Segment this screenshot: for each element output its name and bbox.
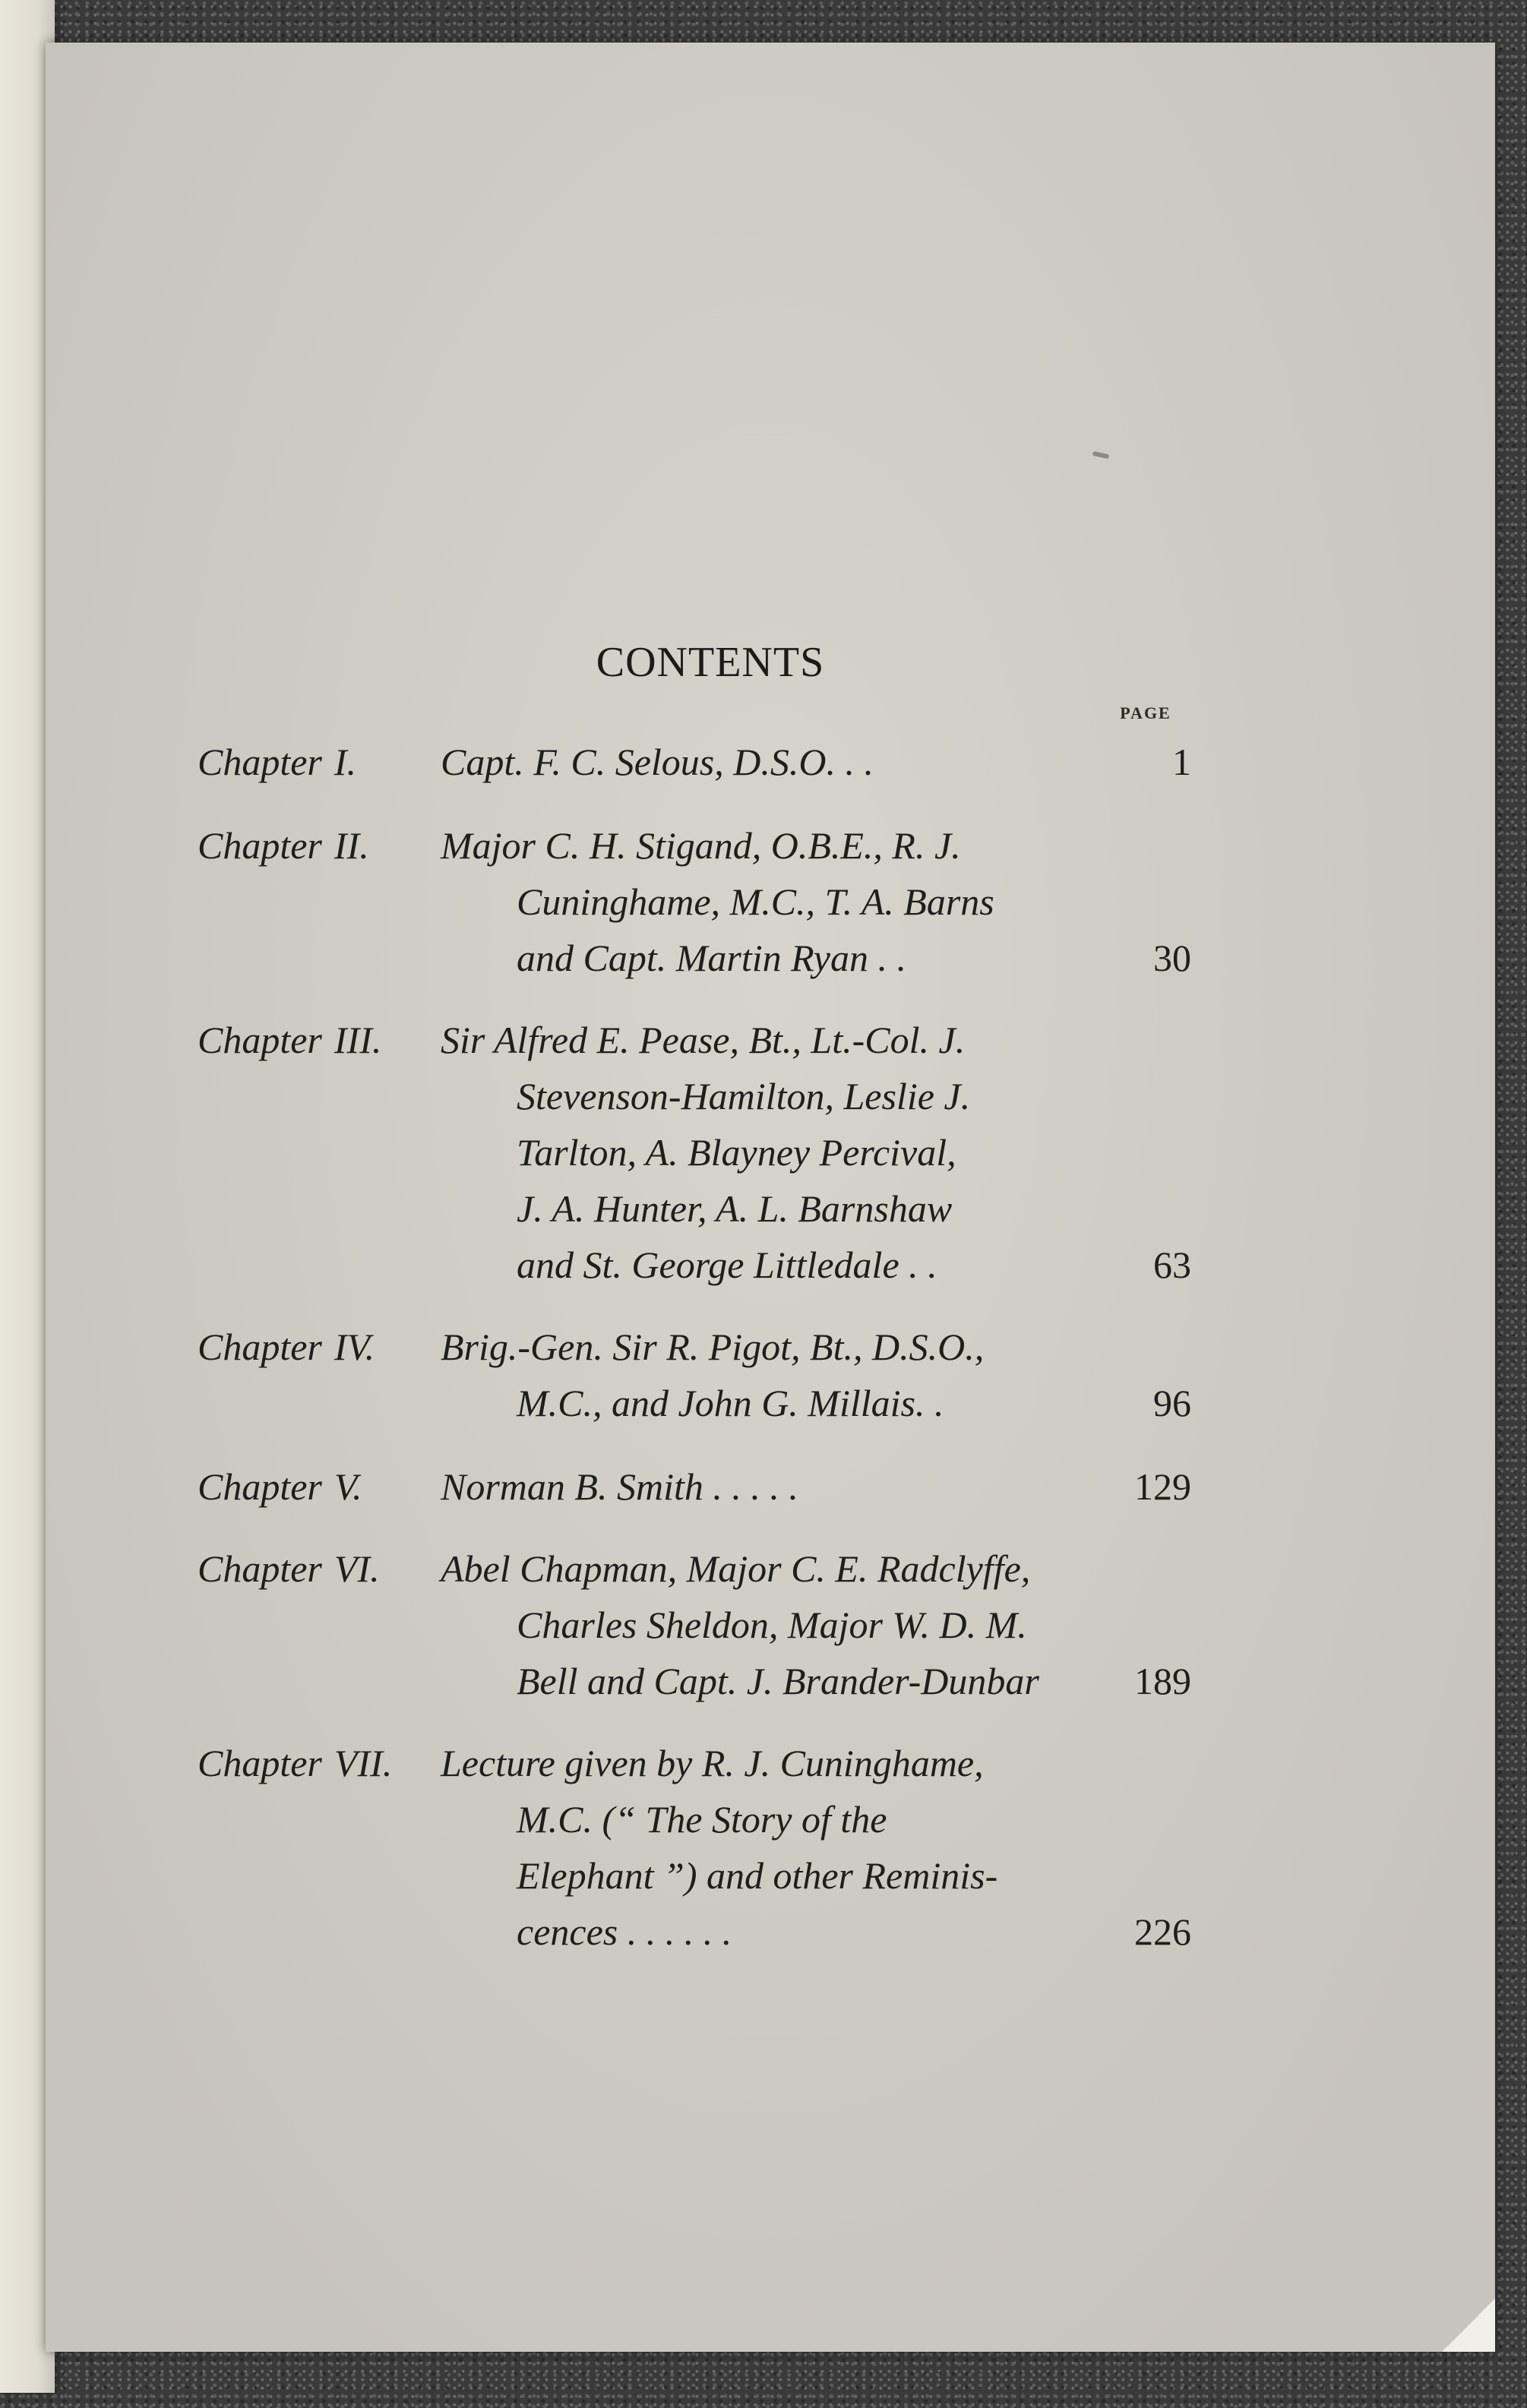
chapter-title: Lecture given by R. J. Cuninghame, M.C. (“ The Story of the Elephant ”) and other Reminis- cences . . . . . . [441, 1742, 998, 1953]
page-number: 226 [1134, 1910, 1191, 1953]
chapter-title: Sir Alfred E. Pease, Bt., Lt.-Col. J. Stevenson-Hamilton, Leslie J. Tarlton, A. Blayney Percival, J. A. Hunter, A. L. Barnshaw and St. George Littledale . . [441, 1019, 971, 1286]
chapter-title: Capt. F. C. Selous, D.S.O. . . [441, 741, 874, 783]
page-number: 1 [1172, 741, 1191, 783]
chapter-label: Chapter VI. [198, 1547, 380, 1590]
chapter-label: Chapter V. [198, 1465, 362, 1508]
chapter-label: Chapter I. [198, 741, 357, 783]
page-title: CONTENTS [596, 639, 825, 686]
paper-speck [1092, 451, 1110, 459]
chapter-label: Chapter IV. [198, 1326, 375, 1368]
chapter-title: Brig.-Gen. Sir R. Pigot, Bt., D.S.O., M.C., and John G. Millais. . [441, 1326, 985, 1424]
page-corner [1442, 2299, 1495, 2352]
page-column-label: PAGE [1120, 703, 1171, 722]
chapter-label: Chapter III. [198, 1019, 382, 1061]
chapter-title: Major C. H. Stigand, O.B.E., R. J. Cuninghame, M.C., T. A. Barns and Capt. Martin Ryan . . [441, 824, 994, 979]
page-number: 30 [1153, 937, 1191, 979]
page-number: 63 [1153, 1244, 1191, 1286]
chapter-title: Norman B. Smith . . . . . [441, 1465, 798, 1508]
chapter-label: Chapter II. [198, 824, 369, 867]
page-number: 96 [1153, 1382, 1191, 1424]
chapter-label: Chapter VII. [198, 1742, 393, 1784]
page-number: 189 [1134, 1660, 1191, 1702]
contents-page [46, 43, 1495, 2352]
page-number: 129 [1134, 1465, 1191, 1508]
chapter-title: Abel Chapman, Major C. E. Radclyffe, Charles Sheldon, Major W. D. M. Bell and Capt. J. Brander-Dunbar [441, 1547, 1039, 1702]
